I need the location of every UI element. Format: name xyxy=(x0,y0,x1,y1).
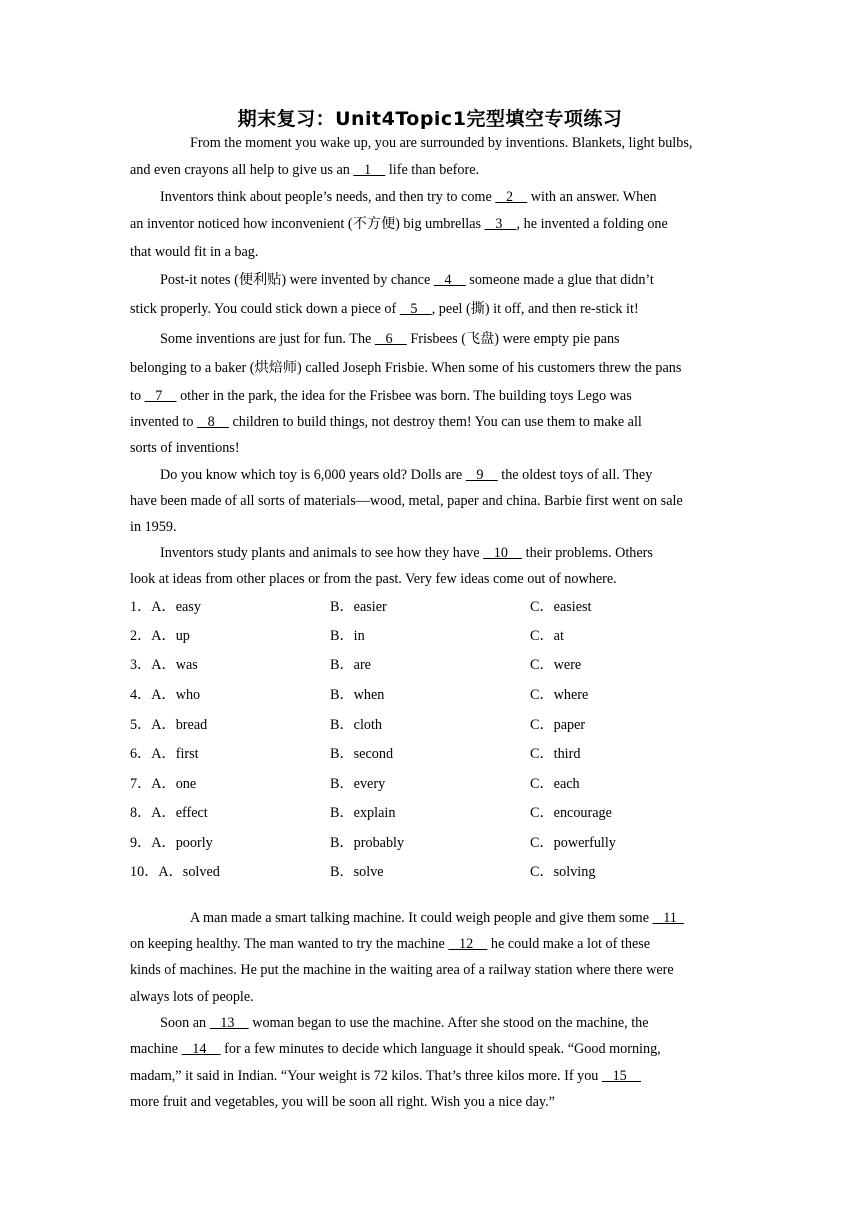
option-c: C．solving xyxy=(530,864,596,880)
option-b: B．when xyxy=(330,687,385,703)
passage1-line: and even crayons all help to give us an 1 life than before. xyxy=(130,162,480,178)
option-a: 4．A．who xyxy=(130,687,201,703)
option-b: B．are xyxy=(330,657,371,673)
blank-7: 7 xyxy=(144,388,177,404)
passage1-line: invented to 8 children to build things, not destroy them! You can use them to make all xyxy=(130,414,642,430)
option-a: 3．A．was xyxy=(130,657,198,673)
option-b: B．cloth xyxy=(330,717,383,733)
passage2-line: madam,” it said in Indian. “Your weight is 72 kilos. That’s three kilos more. If you 15 xyxy=(130,1068,641,1084)
passage1-line: Inventors study plants and animals to see how they have 10 their problems. Others xyxy=(160,545,653,561)
blank-1: 1 xyxy=(353,162,386,178)
blank-11: 11 xyxy=(652,910,684,926)
passage2-line: always lots of people. xyxy=(130,989,254,1005)
option-b: B．second xyxy=(330,746,394,762)
option-a: 6．A．first xyxy=(130,746,199,762)
blank-8: 8 xyxy=(196,414,229,430)
passage1-line: Some inventions are just for fun. The 6 Frisbees (飞盘) were empty pie pans xyxy=(160,331,620,347)
blank-13: 13 xyxy=(209,1015,249,1031)
option-c: C．third xyxy=(530,746,581,762)
blank-5: 5 xyxy=(399,301,432,317)
blank-14: 14 xyxy=(181,1041,221,1057)
passage1-line: look at ideas from other places or from the past. Very few ideas come out of nowhere. xyxy=(130,571,617,587)
blank-12: 12 xyxy=(448,936,488,952)
blank-15: 15 xyxy=(601,1068,641,1084)
blank-4: 4 xyxy=(433,272,466,288)
option-c: C．each xyxy=(530,776,580,792)
option-a: 1．A．easy xyxy=(130,599,201,615)
option-c: C．powerfully xyxy=(530,835,616,851)
option-a: 2．A．up xyxy=(130,628,190,644)
passage2-line: more fruit and vegetables, you will be soon all right. Wish you a nice day.” xyxy=(130,1094,555,1110)
passage2-line: A man made a smart talking machine. It could weigh people and give them some 11 xyxy=(190,910,684,926)
blank-6: 6 xyxy=(374,331,407,347)
option-b: B．every xyxy=(330,776,386,792)
option-c: C．at xyxy=(530,628,564,644)
option-b: B．explain xyxy=(330,805,396,821)
passage1-line: sorts of inventions! xyxy=(130,440,240,456)
passage1-line: that would fit in a bag. xyxy=(130,244,259,260)
option-a: 8．A．effect xyxy=(130,805,208,821)
option-b: B．in xyxy=(330,628,365,644)
page-title: 期末复习：Unit4Topic1完型填空专项练习 xyxy=(237,108,623,130)
option-a: 5．A．bread xyxy=(130,717,208,733)
blank-2: 2 xyxy=(495,189,528,205)
passage2-line: Soon an 13 woman began to use the machine. After she stood on the machine, the xyxy=(160,1015,649,1031)
passage2-line: machine 14 for a few minutes to decide which language it should speak. “Good morning, xyxy=(130,1041,661,1057)
passage1-line: Do you know which toy is 6,000 years old? Dolls are 9 the oldest toys of all. They xyxy=(160,467,653,483)
passage1-line: an inventor noticed how inconvenient (不方便) big umbrellas 3 , he invented a folding one xyxy=(130,216,668,232)
blank-9: 9 xyxy=(465,467,498,483)
option-c: C．paper xyxy=(530,717,586,733)
option-c: C．where xyxy=(530,687,589,703)
passage1-line: stick properly. You could stick down a piece of 5 , peel (撕) it off, and then re-stick it! xyxy=(130,301,639,317)
option-b: B．solve xyxy=(330,864,384,880)
passage1-line: in 1959. xyxy=(130,519,177,535)
option-a: 10．A．solved xyxy=(130,864,220,880)
passage1-line: have been made of all sorts of materials—wood, metal, paper and china. Barbie first went on sale xyxy=(130,493,683,509)
passage1-line: belonging to a baker (烘焙师) called Joseph Frisbie. When some of his customers threw the pans xyxy=(130,360,682,376)
blank-3: 3 xyxy=(484,216,517,232)
passage2-line: kinds of machines. He put the machine in the waiting area of a railway station where there were xyxy=(130,962,674,978)
passage1-line: Post-it notes (便利贴) were invented by chance 4 someone made a glue that didn’t xyxy=(160,272,654,288)
option-a: 9．A．poorly xyxy=(130,835,213,851)
option-c: C．were xyxy=(530,657,582,673)
option-c: C．easiest xyxy=(530,599,592,615)
option-b: B．easier xyxy=(330,599,387,615)
option-b: B．probably xyxy=(330,835,405,851)
passage1-line: From the moment you wake up, you are surrounded by inventions. Blankets, light bulbs, xyxy=(190,135,693,151)
passage1-line: Inventors think about people’s needs, and then try to come 2 with an answer. When xyxy=(160,189,657,205)
option-a: 7．A．one xyxy=(130,776,197,792)
option-c: C．encourage xyxy=(530,805,612,821)
passage1-line: to 7 other in the park, the idea for the Frisbee was born. The building toys Lego was xyxy=(130,388,632,404)
blank-10: 10 xyxy=(483,545,523,561)
passage2-line: on keeping healthy. The man wanted to try the machine 12 he could make a lot of these xyxy=(130,936,651,952)
